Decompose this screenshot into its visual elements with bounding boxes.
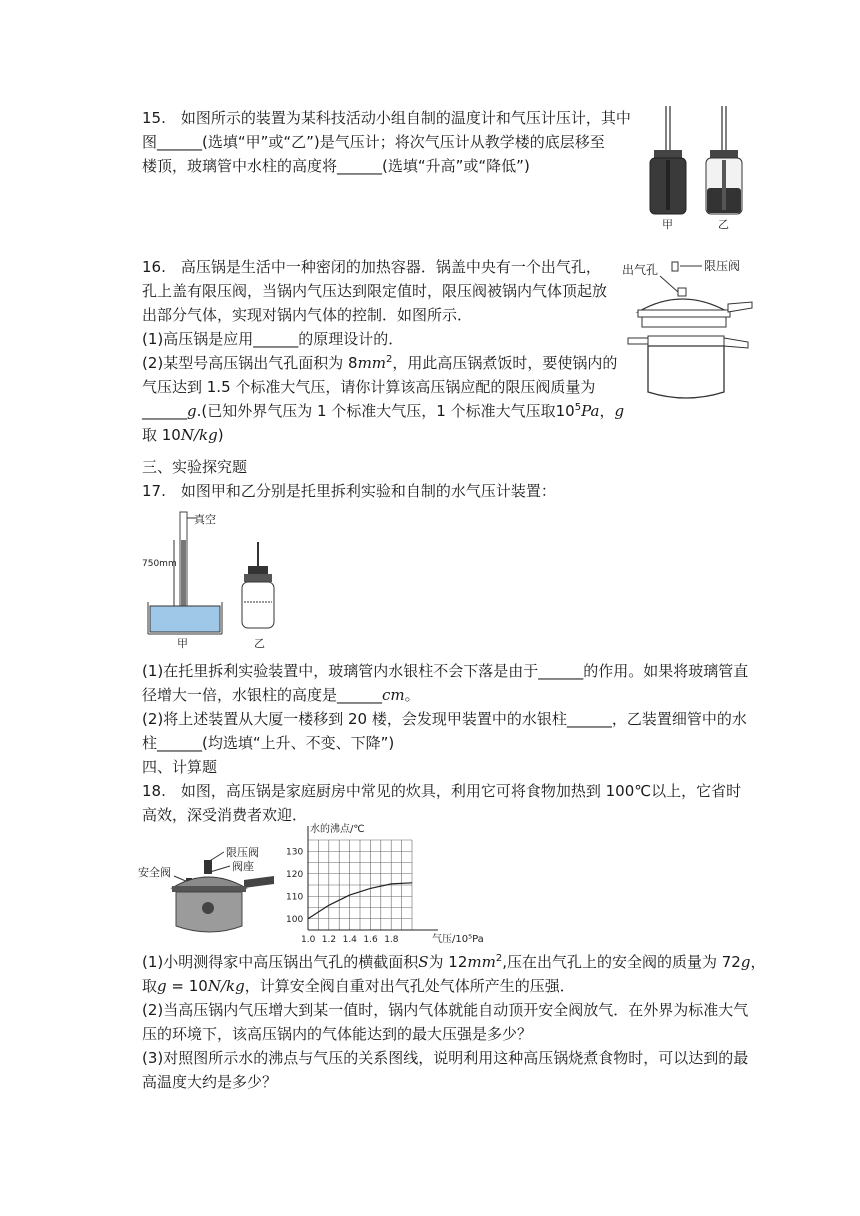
q16-figure-pressure-cooker — [620, 252, 760, 410]
q17-label-vacuum: 真空 — [194, 513, 216, 526]
q18-line5: (2)当高压锅内气压增大到某一值时，锅内气体就能自动顶开安全阀放气．在外界为标准大气 — [142, 1001, 749, 1019]
chart-x-tick-label: 1.6 — [363, 935, 378, 945]
q15-line2: 图______(选填“甲”或“乙”)是气压计；将次气压计从教学楼的底层移至 — [142, 133, 605, 151]
section4-heading: 四、计算题 — [142, 758, 218, 776]
q18-line1: 18. 如图，高压锅是家庭厨房中常见的炊具，利用它可将食物加热到 100℃以上，它省时 — [142, 782, 742, 800]
q18-line3: (1)小明测得家中高压锅出气孔的横截面积S为 $12mm^2$,压在出气孔上的安全阀的质量为 72g， — [142, 953, 766, 971]
q16-line1: 16. 高压锅是生活中一种密闭的加热容器．锅盖中央有一个出气孔， — [142, 258, 601, 276]
q18-line7: (3)对照图所示水的沸点与气压的关系图线，说明利用这种高压锅烧煮食物时，可以达到的最 — [142, 1049, 749, 1067]
q17-figure-apparatus — [140, 506, 280, 650]
q18-line6: 压的环境下，该高压锅内的气体能达到的最大压强是多少？ — [142, 1025, 533, 1043]
q17-line1: 17. 如图甲和乙分别是托里拆利实验和自制的水气压计装置： — [142, 482, 556, 500]
chart-x-tick-label: 1.0 — [301, 935, 316, 945]
chart-y-tick-label: 120 — [286, 869, 304, 880]
q16-line7: ______g.(已知外界气压为 1 个标准大气压，1 个标准大气压取$10^5Pa$，g — [142, 402, 625, 420]
q18-label-limit-valve: 限压阀 — [226, 846, 259, 859]
q16-line8: 取 10N/kg) — [142, 426, 224, 444]
q15-label-yi: 乙 — [718, 218, 729, 231]
q17-line4: (2)将上述装置从大厦一楼移到 20 楼，会发现甲装置中的水银柱______，乙装置细管中的水 — [142, 710, 747, 728]
chart-axes — [308, 826, 438, 930]
q18-line4: 取g = 10N/kg，计算安全阀自重对出气孔处气体所产生的压强． — [142, 977, 575, 995]
chart-y-tick-label: 100 — [286, 914, 304, 925]
q15-figure-bottles — [640, 104, 750, 232]
q17-label-yi: 乙 — [254, 637, 265, 650]
chart-xlabel: 气压/10⁵Pa — [432, 934, 484, 945]
chart-x-tick-label: 1.4 — [342, 935, 357, 945]
section3-heading: 三、实验探究题 — [142, 458, 248, 476]
q15-line1: 15. 如图所示的装置为某科技活动小组自制的温度计和气压计压计，其中 — [142, 109, 631, 127]
q17-label-750: 750mm — [142, 559, 177, 569]
q17-line5: 柱______(均选填“上升、不变、下降”) — [142, 734, 395, 752]
q18-figure-cooker — [138, 838, 288, 938]
q18-label-valve-seat: 阀座 — [232, 860, 254, 873]
q17-line2: (1)在托里拆利实验装置中，玻璃管内水银柱不会下落是由于______的作用。如果将玻璃管直 — [142, 662, 749, 680]
chart-grid — [308, 840, 412, 930]
q17-line3: 径增大一倍，水银柱的高度是______cm。 — [142, 686, 420, 704]
q17-label-jia: 甲 — [177, 637, 188, 650]
chart-y-tick-label: 130 — [286, 847, 304, 858]
q18-line8: 高温度大约是多少？ — [142, 1073, 278, 1091]
q15-label-jia: 甲 — [662, 218, 673, 231]
chart-x-tick-label: 1.2 — [321, 935, 337, 945]
q15-line3: 楼顶，玻璃管中水柱的高度将______(选填“升高”或“降低”) — [142, 157, 530, 175]
q16-label-valve: 限压阀 — [704, 259, 741, 273]
q16-line4: (1)高压锅是应用______的原理设计的． — [142, 330, 404, 348]
q16-line3: 出部分气体，实现对锅内气体的控制．如图所示． — [142, 306, 473, 324]
q18-chart-boiling-point — [282, 818, 484, 948]
q16-label-hole: 出气孔 — [622, 263, 659, 277]
chart-y-tick-label: 110 — [286, 892, 304, 903]
chart-x-tick-label: 1.8 — [384, 935, 399, 945]
q18-line2: 高效，深受消费者欢迎． — [142, 806, 308, 824]
q18-label-safety-valve: 安全阀 — [138, 866, 171, 879]
q16-line6: 气压达到 1.5 个标准大气压，请你计算该高压锅应配的限压阀质量为 — [142, 378, 596, 396]
chart-ylabel: 水的沸点/℃ — [310, 824, 365, 835]
q16-line2: 孔上盖有限压阀，当锅内气压达到限定值时，限压阀被锅内气体顶起放 — [142, 282, 608, 300]
q16-line5: (2)某型号高压锅出气孔面积为 $8mm^2$，用此高压锅煮饭时，要使锅内的 — [142, 354, 618, 372]
